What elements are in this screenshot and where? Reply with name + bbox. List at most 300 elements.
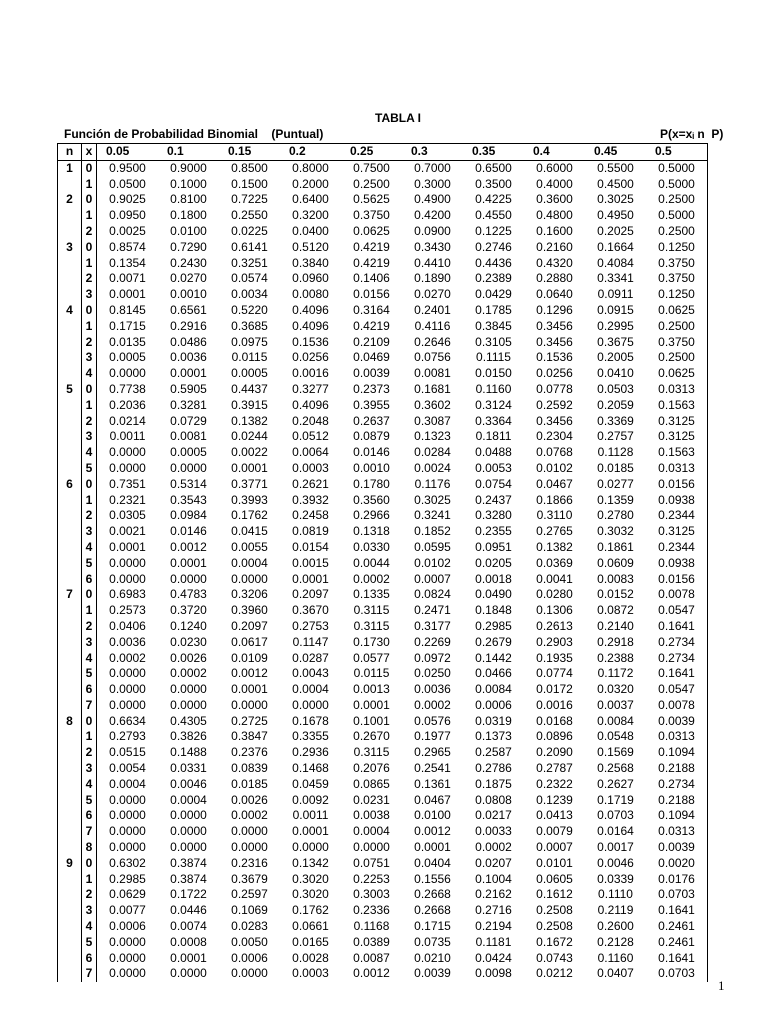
cell-probability: 0.0250 [414, 666, 451, 681]
cell-probability: 0.3206 [231, 587, 268, 602]
cell-probability: 0.0625 [646, 303, 708, 319]
cell-probability: 0.1239 [536, 792, 573, 807]
cell-n [58, 682, 82, 698]
cell-probability: 0.0102 [414, 555, 451, 570]
cell-probability: 0.2376 [231, 745, 268, 760]
cell-probability: 0.0001 [292, 824, 329, 839]
cell-probability: 0.6400 [292, 192, 329, 207]
cell-probability: 0.2025 [597, 223, 634, 238]
cell-n: 3 [58, 240, 82, 256]
cell-probability: 0.1641 [646, 951, 708, 967]
cell-probability: 0.0001 [231, 460, 268, 475]
cell-probability: 0.0165 [292, 934, 329, 949]
cell-probability: 0.0005 [109, 350, 146, 365]
cell-probability: 0.2059 [597, 397, 634, 412]
table-row [58, 729, 708, 745]
table-row [58, 177, 708, 193]
cell-x: 1 [82, 398, 97, 414]
table-row [58, 603, 708, 619]
cell-x: 1 [82, 872, 97, 888]
cell-probability: 0.0466 [475, 666, 512, 681]
cell-probability: 0.3277 [292, 381, 329, 396]
cell-n [58, 256, 82, 272]
cell-probability: 0.1468 [292, 761, 329, 776]
cell-probability: 0.3600 [536, 192, 573, 207]
cell-probability: 0.0319 [475, 713, 512, 728]
cell-n [58, 493, 82, 509]
cell-probability: 0.0012 [353, 966, 390, 981]
cell-probability: 0.3241 [414, 508, 451, 523]
cell-probability: 0.4096 [292, 318, 329, 333]
cell-probability: 0.0410 [597, 366, 634, 381]
cell-n [58, 540, 82, 556]
cell-probability: 0.0000 [109, 934, 146, 949]
cell-probability: 0.0577 [353, 650, 390, 665]
cell-probability: 0.1569 [597, 745, 634, 760]
cell-probability: 0.3177 [414, 618, 451, 633]
cell-probability: 0.0743 [536, 950, 573, 965]
cell-probability: 0.0016 [536, 697, 573, 712]
cell-n [58, 508, 82, 524]
table-body [58, 160, 708, 982]
cell-n [58, 335, 82, 351]
cell-probability: 0.2500 [646, 350, 708, 366]
cell-probability: 0.2500 [646, 192, 708, 208]
cell-probability: 0.2389 [475, 271, 512, 286]
cell-probability: 0.0000 [109, 808, 146, 823]
cell-probability: 0.4000 [536, 176, 573, 191]
cell-probability: 0.0012 [414, 824, 451, 839]
cell-n [58, 729, 82, 745]
cell-probability: 0.0000 [109, 460, 146, 475]
cell-probability: 0.0036 [414, 682, 451, 697]
cell-probability: 0.0034 [231, 287, 268, 302]
cell-x: 4 [82, 919, 97, 935]
cell-probability: 0.2568 [597, 761, 634, 776]
cell-n [58, 619, 82, 635]
table-row [58, 587, 708, 603]
cell-probability: 0.0081 [414, 366, 451, 381]
header-probability: 0.15 [219, 144, 280, 161]
cell-x: 0 [82, 587, 97, 603]
cell-x: 2 [82, 619, 97, 635]
cell-n [58, 177, 82, 193]
cell-probability: 0.2160 [536, 239, 573, 254]
cell-probability: 0.3845 [475, 318, 512, 333]
cell-probability: 0.1875 [475, 776, 512, 791]
cell-probability: 0.3364 [475, 413, 512, 428]
cell-probability: 0.0001 [170, 950, 207, 965]
cell-probability: 0.4550 [475, 208, 512, 223]
cell-x: 4 [82, 540, 97, 556]
cell-probability: 0.0046 [597, 855, 634, 870]
cell-probability: 0.0429 [475, 287, 512, 302]
header-probability: 0.05 [97, 144, 159, 161]
cell-n [58, 224, 82, 240]
cell-probability: 0.1672 [536, 934, 573, 949]
cell-probability: 0.0000 [292, 840, 329, 855]
cell-probability: 0.1115 [476, 350, 511, 365]
cell-probability: 0.1612 [536, 887, 573, 902]
cell-probability: 0.0004 [292, 682, 329, 697]
cell-probability: 0.0000 [170, 966, 207, 981]
cell-probability: 0.1094 [646, 745, 708, 761]
cell-probability: 0.0146 [170, 524, 207, 539]
cell-n [58, 414, 82, 430]
cell-probability: 0.4410 [414, 255, 451, 270]
cell-probability: 0.0950 [109, 208, 146, 223]
cell-probability: 0.0006 [231, 950, 268, 965]
cell-probability: 0.0098 [475, 966, 512, 981]
cell-probability: 0.1866 [536, 492, 573, 507]
cell-probability: 0.0146 [353, 445, 390, 460]
cell-probability: 0.2461 [646, 935, 708, 951]
cell-probability: 0.3341 [597, 271, 634, 286]
cell-probability: 0.2734 [646, 777, 708, 793]
cell-probability: 0.0024 [414, 460, 451, 475]
cell-probability: 0.2793 [109, 729, 146, 744]
cell-probability: 0.2119 [597, 903, 634, 918]
table-row [58, 714, 708, 730]
cell-probability: 0.0046 [170, 776, 207, 791]
cell-probability: 0.0320 [597, 682, 634, 697]
cell-probability: 0.0256 [292, 350, 329, 365]
cell-probability: 0.8145 [109, 302, 146, 317]
cell-probability: 0.0287 [292, 650, 329, 665]
cell-n [58, 745, 82, 761]
cell-probability: 0.9025 [109, 192, 146, 207]
cell-probability: 0.0751 [353, 855, 390, 870]
cell-probability: 0.0036 [109, 634, 146, 649]
cell-n [58, 872, 82, 888]
cell-probability: 0.0002 [475, 840, 512, 855]
cell-probability: 0.0640 [536, 287, 573, 302]
cell-x: 7 [82, 698, 97, 714]
cell-probability: 0.1536 [292, 334, 329, 349]
cell-n: 7 [58, 587, 82, 603]
cell-n [58, 208, 82, 224]
page-number: 1 [718, 978, 725, 993]
cell-probability: 0.0406 [109, 618, 146, 633]
cell-probability: 0.0109 [231, 650, 268, 665]
cell-probability: 0.2097 [231, 618, 268, 633]
cell-probability: 0.0872 [597, 603, 634, 618]
cell-probability: 0.2388 [597, 650, 634, 665]
table-row [58, 856, 708, 872]
cell-probability: 0.0424 [475, 950, 512, 965]
cell-x: 1 [82, 177, 97, 193]
table-row [58, 651, 708, 667]
table-subtitle: Función de Probabilidad Binomial (Puntual) [64, 127, 324, 141]
cell-probability: 0.1785 [475, 302, 512, 317]
cell-n: 9 [58, 856, 82, 872]
cell-probability: 0.0028 [292, 950, 329, 965]
cell-probability: 0.1323 [414, 429, 451, 444]
cell-probability: 0.0270 [414, 287, 451, 302]
cell-probability: 0.0000 [109, 555, 146, 570]
binomial-table-container [57, 143, 708, 982]
cell-probability: 0.0002 [414, 697, 451, 712]
cell-n [58, 824, 82, 840]
cell-probability: 0.5500 [597, 160, 634, 175]
cell-probability: 0.0984 [170, 508, 207, 523]
cell-probability: 0.2985 [109, 871, 146, 886]
cell-probability: 0.0839 [231, 761, 268, 776]
cell-probability: 0.2757 [597, 429, 634, 444]
cell-probability: 0.0339 [597, 871, 634, 886]
cell-probability: 0.0039 [646, 840, 708, 856]
table-row [58, 824, 708, 840]
cell-probability: 0.2592 [536, 397, 573, 412]
cell-probability: 0.0001 [109, 287, 146, 302]
cell-probability: 0.1172 [597, 666, 634, 681]
cell-probability: 0.3456 [536, 334, 573, 349]
cell-x: 0 [82, 856, 97, 872]
cell-x: 0 [82, 240, 97, 256]
cell-probability: 0.3675 [597, 334, 634, 349]
cell-probability: 0.0010 [353, 460, 390, 475]
cell-probability: 0.0205 [475, 555, 512, 570]
cell-probability: 0.1500 [231, 176, 268, 191]
cell-probability: 0.0284 [414, 445, 451, 460]
cell-probability: 0.1250 [646, 287, 708, 303]
cell-probability: 0.0778 [536, 381, 573, 396]
cell-probability: 0.0595 [414, 539, 451, 554]
cell-probability: 0.0016 [292, 366, 329, 381]
cell-probability: 0.0001 [414, 840, 451, 855]
cell-probability: 0.2508 [536, 903, 573, 918]
cell-probability: 0.1181 [475, 934, 512, 949]
cell-probability: 0.4950 [597, 208, 634, 223]
cell-probability: 0.1240 [170, 618, 207, 633]
cell-probability: 0.1641 [646, 619, 708, 635]
cell-probability: 0.0079 [536, 824, 573, 839]
cell-probability: 0.2765 [536, 524, 573, 539]
cell-probability: 0.3500 [475, 176, 512, 191]
cell-probability: 0.2965 [414, 745, 451, 760]
table-row [58, 872, 708, 888]
cell-probability: 0.0101 [536, 855, 573, 870]
cell-probability: 0.3124 [475, 397, 512, 412]
table-row [58, 350, 708, 366]
header-probability: 0.2 [280, 144, 341, 161]
cell-x: 0 [82, 382, 97, 398]
cell-probability: 0.2500 [646, 224, 708, 240]
cell-probability: 0.0000 [170, 682, 207, 697]
cell-n: 1 [58, 160, 82, 176]
cell-probability: 0.3960 [231, 603, 268, 618]
cell-probability: 0.0002 [109, 650, 146, 665]
cell-probability: 0.1225 [475, 223, 512, 238]
cell-probability: 0.1935 [536, 650, 573, 665]
cell-probability: 0.1160 [475, 381, 512, 396]
cell-probability: 0.0038 [353, 808, 390, 823]
table-row [58, 777, 708, 793]
cell-probability: 0.0331 [170, 761, 207, 776]
cell-n [58, 761, 82, 777]
cell-probability: 0.1730 [353, 634, 390, 649]
cell-probability: 0.0005 [231, 366, 268, 381]
cell-probability: 0.0185 [597, 460, 634, 475]
table-row [58, 745, 708, 761]
cell-probability: 0.0277 [597, 476, 634, 491]
cell-probability: 0.0005 [170, 445, 207, 460]
cell-probability: 0.3430 [414, 239, 451, 254]
cell-probability: 0.3750 [646, 256, 708, 272]
cell-probability: 0.1664 [597, 239, 634, 254]
cell-probability: 0.3602 [414, 397, 451, 412]
table-row [58, 966, 708, 982]
cell-probability: 0.3543 [170, 492, 207, 507]
probability-formula: P(x=xᵢ n P) [660, 127, 724, 141]
cell-probability: 0.0467 [414, 792, 451, 807]
cell-probability: 0.0172 [536, 682, 573, 697]
cell-probability: 0.0879 [353, 429, 390, 444]
cell-probability: 0.2344 [646, 508, 708, 524]
cell-x: 8 [82, 840, 97, 856]
cell-probability: 0.0214 [109, 413, 146, 428]
cell-probability: 0.0400 [292, 223, 329, 238]
cell-x: 3 [82, 524, 97, 540]
cell-n [58, 429, 82, 445]
cell-probability: 0.2679 [475, 634, 512, 649]
cell-probability: 0.2903 [536, 634, 573, 649]
cell-probability: 0.0012 [231, 666, 268, 681]
cell-x: 4 [82, 445, 97, 461]
cell-probability: 0.0100 [414, 808, 451, 823]
cell-probability: 0.0000 [109, 697, 146, 712]
cell-probability: 0.3750 [353, 208, 390, 223]
cell-probability: 0.4305 [170, 713, 207, 728]
cell-probability: 0.2637 [353, 413, 390, 428]
cell-probability: 0.9000 [170, 160, 207, 175]
cell-probability: 0.0467 [536, 476, 573, 491]
cell-probability: 0.3105 [475, 334, 512, 349]
cell-probability: 0.2194 [475, 919, 512, 934]
cell-probability: 0.0004 [109, 776, 146, 791]
cell-probability: 0.0087 [353, 950, 390, 965]
cell-probability: 0.0000 [231, 571, 268, 586]
cell-n [58, 445, 82, 461]
cell-probability: 0.0001 [353, 697, 390, 712]
cell-x: 0 [82, 160, 97, 176]
cell-probability: 0.1406 [353, 271, 390, 286]
cell-probability: 0.6000 [536, 160, 573, 175]
cell-probability: 0.0389 [353, 934, 390, 949]
cell-probability: 0.0064 [292, 445, 329, 460]
cell-probability: 0.2000 [292, 176, 329, 191]
cell-probability: 0.0808 [475, 792, 512, 807]
cell-probability: 0.3840 [292, 255, 329, 270]
cell-probability: 0.2613 [536, 618, 573, 633]
cell-probability: 0.2646 [414, 334, 451, 349]
cell-probability: 0.2322 [536, 776, 573, 791]
cell-probability: 0.3955 [353, 397, 390, 412]
cell-x: 6 [82, 951, 97, 967]
cell-probability: 0.0080 [292, 287, 329, 302]
cell-probability: 0.2336 [353, 903, 390, 918]
cell-probability: 0.1681 [414, 381, 451, 396]
cell-probability: 0.0000 [109, 445, 146, 460]
cell-probability: 0.0500 [109, 176, 146, 191]
cell-probability: 0.5120 [292, 239, 329, 254]
cell-probability: 0.4219 [353, 255, 390, 270]
cell-probability: 0.2597 [231, 887, 268, 902]
cell-probability: 0.2621 [292, 476, 329, 491]
cell-probability: 0.1811 [475, 429, 512, 444]
cell-probability: 0.2430 [170, 255, 207, 270]
cell-probability: 0.1094 [646, 808, 708, 824]
table-row [58, 335, 708, 351]
cell-probability: 0.7351 [109, 476, 146, 491]
cell-x: 2 [82, 335, 97, 351]
cell-probability: 0.3115 [353, 618, 390, 633]
cell-n [58, 319, 82, 335]
cell-probability: 0.0164 [597, 824, 634, 839]
table-row [58, 240, 708, 256]
cell-probability: 0.6634 [109, 713, 146, 728]
table-row [58, 493, 708, 509]
table-row [58, 429, 708, 445]
cell-probability: 0.1354 [109, 255, 146, 270]
cell-probability: 0.2600 [597, 919, 634, 934]
cell-probability: 0.5000 [646, 208, 708, 224]
cell-probability: 0.5220 [231, 302, 268, 317]
cell-probability: 0.0025 [109, 223, 146, 238]
cell-probability: 0.2916 [170, 318, 207, 333]
cell-probability: 0.4219 [353, 318, 390, 333]
cell-n [58, 840, 82, 856]
cell-probability: 0.0469 [353, 350, 390, 365]
cell-probability: 0.7738 [109, 381, 146, 396]
cell-probability: 0.4800 [536, 208, 573, 223]
cell-probability: 0.3125 [646, 414, 708, 430]
cell-probability: 0.0100 [170, 223, 207, 238]
cell-probability: 0.2316 [231, 855, 268, 870]
cell-x: 7 [82, 824, 97, 840]
header-probability: 0.5 [646, 144, 708, 161]
cell-x: 1 [82, 729, 97, 745]
cell-probability: 0.2787 [536, 761, 573, 776]
cell-probability: 0.5625 [353, 192, 390, 207]
cell-probability: 0.1861 [597, 539, 634, 554]
cell-probability: 0.0703 [646, 887, 708, 903]
cell-probability: 0.0000 [109, 571, 146, 586]
cell-x: 3 [82, 287, 97, 303]
cell-probability: 0.0413 [536, 808, 573, 823]
cell-probability: 0.0972 [414, 650, 451, 665]
table-row [58, 271, 708, 287]
cell-probability: 0.2936 [292, 745, 329, 760]
cell-probability: 0.3125 [646, 429, 708, 445]
cell-probability: 0.0050 [231, 934, 268, 949]
cell-probability: 0.0729 [170, 413, 207, 428]
cell-probability: 0.8500 [231, 160, 268, 175]
cell-n [58, 966, 82, 982]
cell-probability: 0.0313 [646, 382, 708, 398]
cell-probability: 0.1715 [414, 919, 451, 934]
cell-probability: 0.2097 [292, 587, 329, 602]
cell-probability: 0.0000 [170, 697, 207, 712]
cell-probability: 0.0004 [170, 792, 207, 807]
cell-probability: 0.0026 [170, 650, 207, 665]
cell-probability: 0.0135 [109, 334, 146, 349]
cell-probability: 0.0000 [109, 366, 146, 381]
cell-probability: 0.3000 [414, 176, 451, 191]
cell-x: 6 [82, 682, 97, 698]
cell-probability: 0.0150 [475, 366, 512, 381]
cell-probability: 0.3164 [353, 302, 390, 317]
